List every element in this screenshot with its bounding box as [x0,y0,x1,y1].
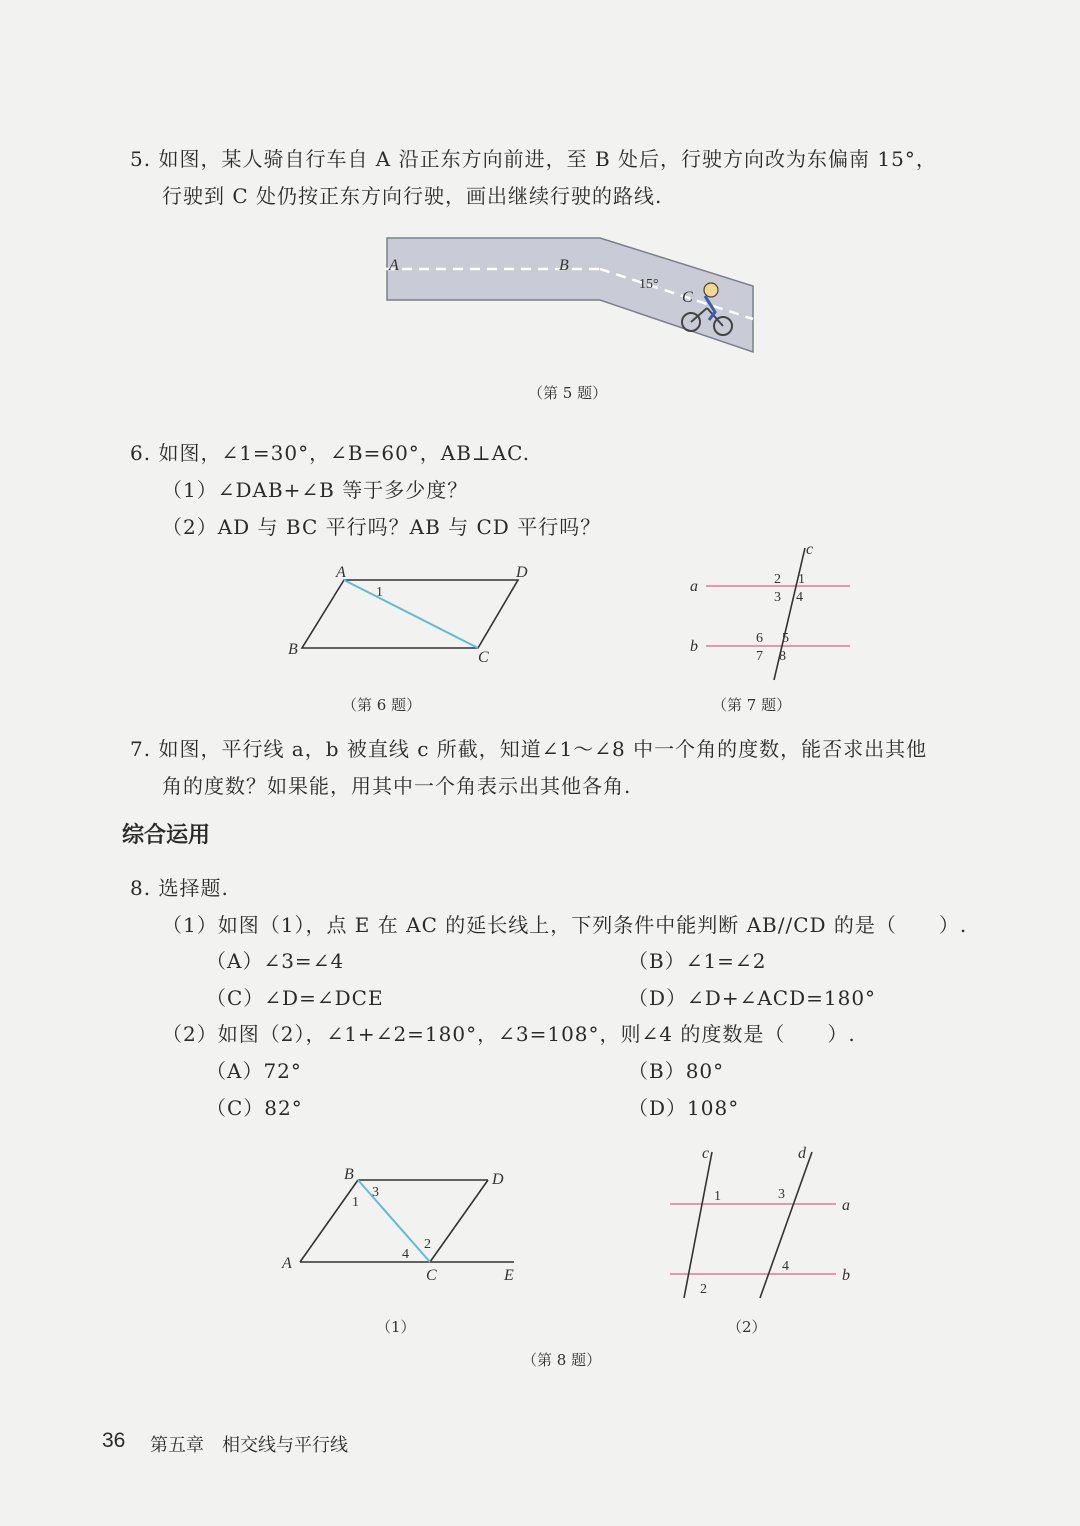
q8-caption: （第 8 题） [522,1351,602,1369]
q8-p1-option-b: （B）∠1=∠2 [628,949,767,973]
q5-line1: 5. 如图，某人骑自行车自 A 沿正东方向前进，至 B 处后，行驶方向改为东偏南 15°， [130,147,937,171]
q6-sub1: （1）∠DAB+∠B 等于多少度？ [162,478,469,502]
q6-label-a: A [336,564,346,581]
section-title: 综合运用 [122,823,211,848]
q8-p1-option-a: （A）∠3=∠4 [206,949,345,973]
q8-fig1-label-d: D [492,1171,504,1188]
q7-angle-8: 8 [779,649,786,664]
q5-angle-label: 15° [639,277,659,292]
q7-angle-2: 2 [774,572,781,587]
q8-fig1-label: （1） [376,1318,416,1336]
q8-fig2-label-b: b [842,1267,850,1284]
q8-fig1-angle-1: 1 [352,1195,359,1210]
q7-label-c: c [806,541,814,558]
q6-parallelogram-figure [280,560,540,670]
chapter-title: 第五章 相交线与平行线 [150,1435,348,1456]
q5-line2: 行驶到 C 处仍按正东方向行驶，画出继续行驶的路线. [162,184,663,208]
q8-fig1-label-a: A [282,1255,292,1272]
q7-line1: 7. 如图，平行线 a，b 被直线 c 所截，知道∠1～∠8 中一个角的度数，能否求出其他 [130,737,928,761]
q7-angle-4: 4 [796,590,803,605]
q8-p1-option-c: （C）∠D=∠DCE [206,986,384,1010]
q6-label-b: B [288,641,298,658]
q5-label-a: A [389,257,399,274]
q8-figure-1 [278,1160,528,1290]
q8-fig1-angle-2: 2 [424,1237,431,1252]
q7-angle-7: 7 [756,649,763,664]
q8-p2-option-a: （A）72° [206,1059,302,1083]
q8-figure-2 [664,1140,864,1305]
q7-angle-3: 3 [774,590,781,605]
q8-fig2-label-d: d [798,1145,806,1162]
q8-p2-option-c: （C）82° [206,1096,303,1120]
q6-label-c: C [478,649,489,666]
q8-p2-stem: （2）如图（2），∠1+∠2=180°，∠3=108°，则∠4 的度数是（ ）. [162,1022,856,1046]
q8-fig1-angle-4: 4 [402,1247,409,1262]
q7-transversal-figure [686,540,866,690]
q6-caption: （第 6 题） [342,696,422,714]
q5-label-c: C [682,289,693,306]
q8-p1-stem: （1）如图（1），点 E 在 AC 的延长线上，下列条件中能判断 AB//CD 的是（ ）. [162,913,968,937]
q8-p1-option-d: （D）∠D+∠ACD=180° [628,986,877,1010]
q6-line1: 6. 如图，∠1=30°，∠B=60°，AB⊥AC. [130,441,531,465]
q7-angle-6: 6 [756,631,763,646]
q8-line1: 8. 选择题. [130,876,229,900]
q8-fig2-label-a: a [842,1197,850,1214]
q8-fig1-label-e: E [504,1267,514,1284]
q8-fig2-label-c: c [702,1145,710,1162]
q8-fig1-label-c: C [426,1267,437,1284]
q7-angle-1: 1 [798,572,805,587]
q8-p2-option-d: （D）108° [628,1096,740,1120]
q5-road-figure [385,236,755,356]
q8-fig1-angle-3: 3 [372,1185,379,1200]
q8-fig2-angle-4: 4 [782,1259,789,1274]
q8-fig2-angle-1: 1 [714,1189,721,1204]
q8-p2-option-b: （B）80° [628,1059,725,1083]
q6-sub2: （2）AD 与 BC 平行吗？AB 与 CD 平行吗？ [162,515,602,539]
q7-line2: 角的度数？如果能，用其中一个角表示出其他各角. [162,774,632,798]
q6-angle-1: 1 [376,585,383,600]
q5-caption: （第 5 题） [528,384,608,402]
q6-label-d: D [516,564,528,581]
q8-fig2-angle-3: 3 [778,1187,785,1202]
q5-label-b: B [559,257,569,274]
q7-angle-5: 5 [782,631,789,646]
q8-fig2-label: （2） [727,1318,767,1336]
q8-fig2-angle-2: 2 [700,1282,707,1297]
q7-label-b: b [690,638,698,655]
page-number: 36 [102,1429,126,1452]
q8-fig1-label-b: B [344,1166,354,1183]
q7-label-a: a [690,578,698,595]
q7-caption: （第 7 题） [712,696,792,714]
